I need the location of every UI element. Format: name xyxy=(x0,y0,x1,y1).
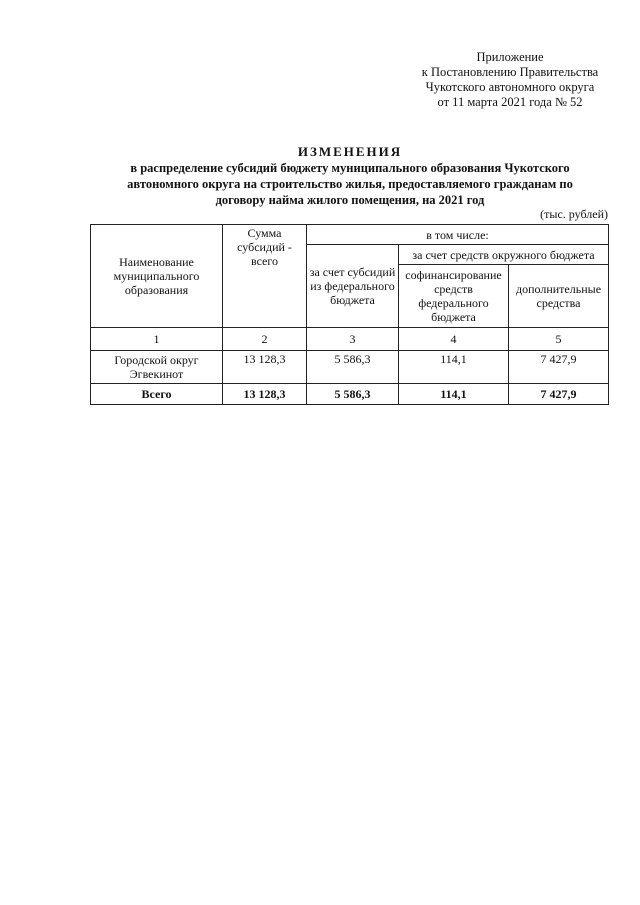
header-total: Сумма субсидий - всего xyxy=(223,225,307,328)
cell-additional: 7 427,9 xyxy=(509,351,609,384)
title-line-1: в распределение субсидий бюджету муниципального образования Чукотского xyxy=(130,161,570,175)
header-row-1 xyxy=(91,225,609,245)
cell-total: 13 128,3 xyxy=(223,351,307,384)
header-including: в том числе: xyxy=(307,225,609,245)
total-sum: 13 128,3 xyxy=(223,384,307,405)
document-title xyxy=(90,144,610,208)
appendix-line-2: к Постановлению Правительства xyxy=(421,65,599,79)
appendix-line-1: Приложение xyxy=(476,50,544,64)
cell-federal: 5 586,3 xyxy=(307,351,399,384)
column-number: 2 xyxy=(223,328,307,351)
column-number: 1 xyxy=(91,328,223,351)
column-number: 3 xyxy=(307,328,399,351)
column-number: 5 xyxy=(509,328,609,351)
title-line-2: автономного округа на строительство жилья, предоставляемого гражданам по xyxy=(127,177,573,191)
cell-cofinancing: 114,1 xyxy=(399,351,509,384)
title-main: ИЗМЕНЕНИЯ xyxy=(297,144,403,159)
table-row xyxy=(91,351,609,384)
total-additional: 7 427,9 xyxy=(509,384,609,405)
total-federal: 5 586,3 xyxy=(307,384,399,405)
column-number: 4 xyxy=(399,328,509,351)
header-district: за счет средств окружного бюджета xyxy=(399,245,609,265)
header-name: Наименование муниципального образования xyxy=(91,225,223,328)
subsidy-table xyxy=(90,224,609,405)
units-label: (тыс. рублей) xyxy=(540,207,608,221)
header-additional: дополнительные средства xyxy=(509,265,609,328)
title-line-3: договору найма жилого помещения, на 2021 год xyxy=(215,193,485,207)
total-row xyxy=(91,384,609,405)
appendix-header xyxy=(400,50,620,110)
header-federal: за счет субсидий из федерального бюджета xyxy=(307,245,399,328)
cell-name: Городской округ Эгвекинот xyxy=(91,351,223,384)
appendix-line-3: Чукотского автономного округа xyxy=(425,80,595,94)
appendix-line-4: от 11 марта 2021 года № 52 xyxy=(437,95,583,109)
column-number-row xyxy=(91,328,609,351)
total-cofinancing: 114,1 xyxy=(399,384,509,405)
total-label: Всего xyxy=(91,384,223,405)
header-cofinancing: софинансирование средств федерального бюджета xyxy=(399,265,509,328)
